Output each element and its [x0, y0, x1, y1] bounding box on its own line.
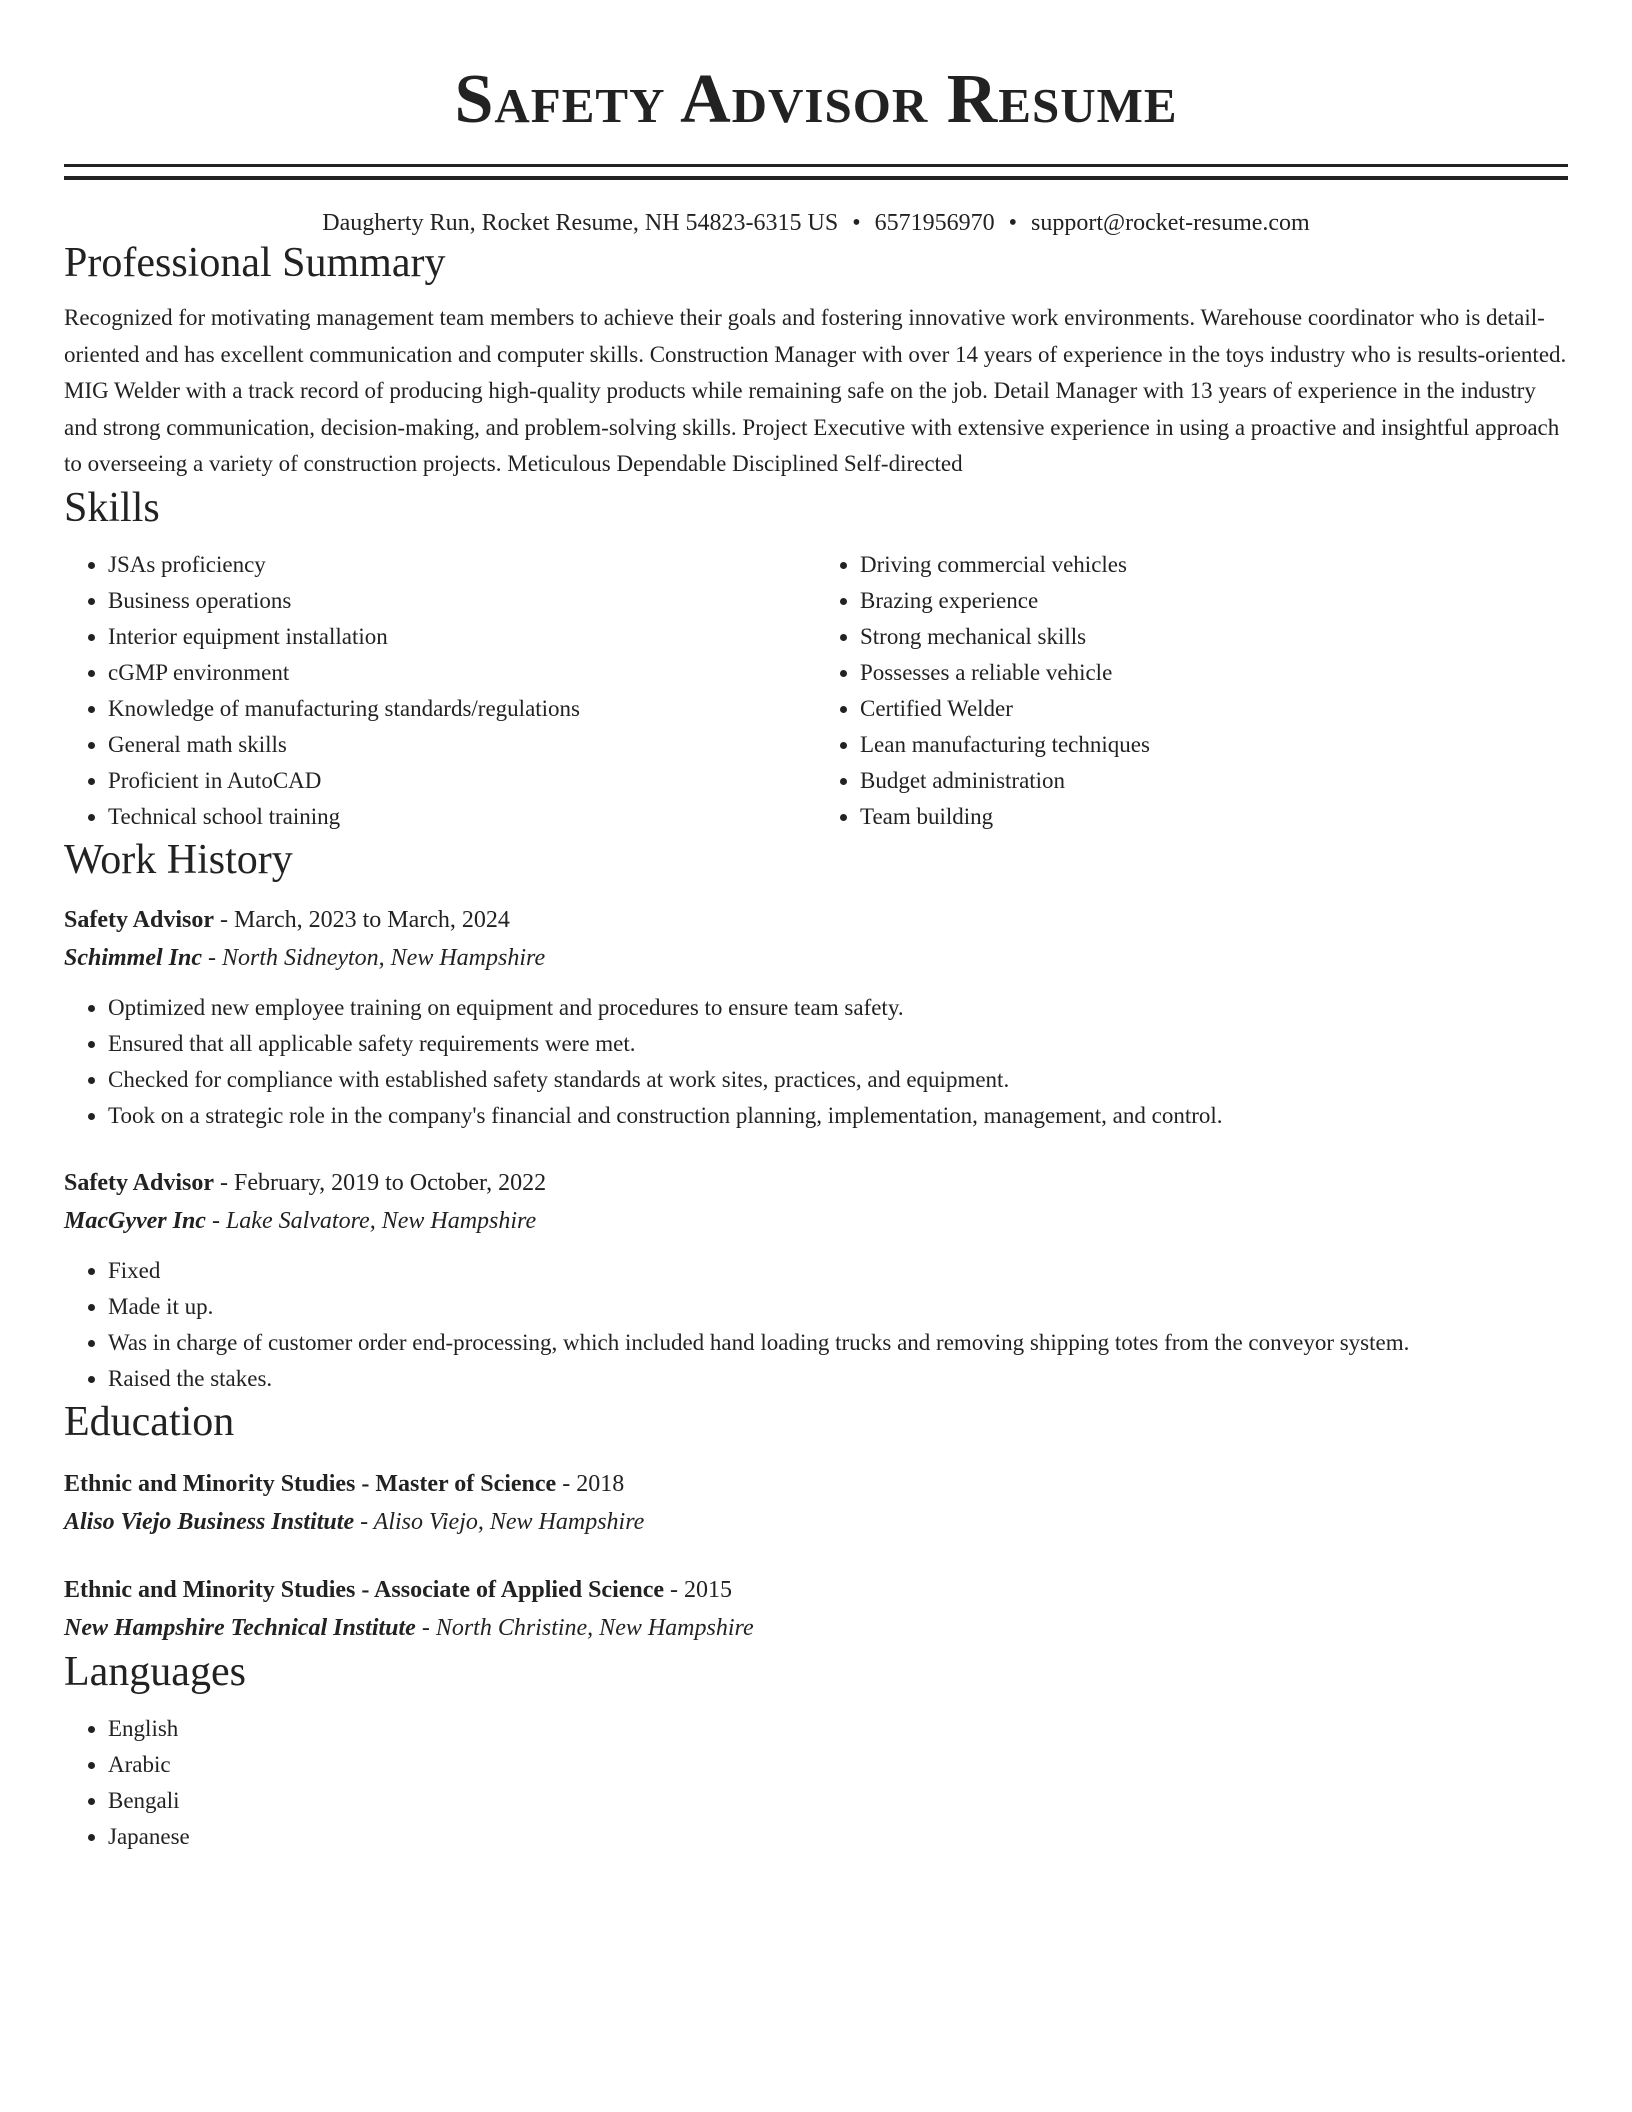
skill-item: • JSAs proficiency: [108, 547, 816, 583]
company-line: [64, 1202, 1568, 1240]
degree-year: - 2018: [556, 1470, 625, 1497]
job-dates: - February, 2019 to October, 2022: [214, 1169, 547, 1196]
skill-item: • Interior equipment installation: [108, 619, 816, 655]
job-bullet: • Raised the stakes.: [108, 1361, 1568, 1397]
skills-grid: [64, 547, 1568, 835]
skill-item: • Team building: [860, 799, 1568, 835]
skill-item: • Strong mechanical skills: [860, 619, 1568, 655]
school-line: [64, 1609, 1568, 1647]
job-bullet: • Was in charge of customer order end-processing, which included hand loading trucks and removing shipping totes from the conveyor system.: [108, 1325, 1568, 1361]
job-title-line: [64, 901, 1568, 939]
contact-separator: •: [852, 210, 861, 236]
job-title-line: [64, 1164, 1568, 1202]
school-name: Aliso Viejo Business Institute: [64, 1508, 355, 1535]
education-entry: [64, 1465, 1568, 1541]
skill-item: • Brazing experience: [860, 583, 1568, 619]
job-bullet: • Took on a strategic role in the company's financial and construction planning, implementation, management, and control.: [108, 1098, 1568, 1134]
languages-list: [64, 1711, 1568, 1855]
summary-text: Recognized for motivating management team members to achieve their goals and fostering innovative work environments. Warehouse coordinator who is detail-oriented and has excellent communication and computer skills. Construction Manager with over 14 years of experience in the toys industry who is results-oriented. MIG Welder with a track record of producing high-quality products while remaining safe on the job. Detail Manager with 13 years of experience in the industry and strong communication, decision-making, and problem-solving skills. Project Executive with extensive experience in using a proactive and insightful approach to overseeing a variety of construction projects. Meticulous Dependable Disciplined Self-directed: [64, 305, 1567, 476]
degree-name: Ethnic and Minority Studies - Associate of Applied Science: [64, 1576, 665, 1603]
skill-item: • Budget administration: [860, 763, 1568, 799]
education-entry: [64, 1571, 1568, 1647]
degree-line: [64, 1465, 1568, 1503]
job-bullet: • Optimized new employee training on equipment and procedures to ensure team safety.: [108, 990, 1568, 1026]
contact-address: Daugherty Run, Rocket Resume, NH 54823-6315 US: [322, 210, 839, 236]
job-bullets: [64, 1253, 1568, 1397]
company-line: [64, 939, 1568, 977]
job-title: Safety Advisor: [64, 906, 214, 933]
language-item: • Japanese: [108, 1819, 1568, 1855]
job-dates: - March, 2023 to March, 2024: [214, 906, 510, 933]
skill-item: • Possesses a reliable vehicle: [860, 655, 1568, 691]
language-item: • English: [108, 1711, 1568, 1747]
skill-item: • Business operations: [108, 583, 816, 619]
company-location: - North Sidneyton, New Hampshire: [202, 944, 546, 971]
job-bullet: • Fixed: [108, 1253, 1568, 1289]
contact-email: support@rocket-resume.com: [1031, 210, 1310, 236]
skills-list-right: [816, 547, 1568, 835]
skills-heading: Skills: [64, 484, 160, 531]
skill-item: • Driving commercial vehicles: [860, 547, 1568, 583]
company-location: - Lake Salvatore, New Hampshire: [205, 1207, 537, 1234]
degree-name: Ethnic and Minority Studies - Master of Science: [64, 1470, 557, 1497]
contact-separator: •: [1008, 210, 1018, 236]
skill-item: • General math skills: [108, 727, 816, 763]
job-bullets: [64, 990, 1568, 1134]
job-bullet: • Ensured that all applicable safety requirements were met.: [108, 1026, 1568, 1062]
school-location: - Aliso Viejo, New Hampshire: [354, 1508, 645, 1535]
resume-title: Safety Advisor Resume: [454, 61, 1178, 138]
title-divider: [64, 164, 1568, 180]
degree-year: - 2015: [664, 1576, 733, 1603]
job-entry: [64, 1164, 1568, 1397]
school-location: - North Christine, New Hampshire: [415, 1614, 754, 1641]
skill-item: • Proficient in AutoCAD: [108, 763, 816, 799]
contact-line: [64, 208, 1568, 238]
skill-item: • Knowledge of manufacturing standards/regulations: [108, 691, 816, 727]
job-entry: [64, 901, 1568, 1134]
skills-list-left: [64, 547, 816, 835]
skill-item: • Certified Welder: [860, 691, 1568, 727]
skill-item: • cGMP environment: [108, 655, 816, 691]
company-name: Schimmel Inc: [64, 944, 203, 971]
skill-item: • Lean manufacturing techniques: [860, 727, 1568, 763]
language-item: • Arabic: [108, 1747, 1568, 1783]
language-item: • Bengali: [108, 1783, 1568, 1819]
school-line: [64, 1503, 1568, 1541]
job-bullet: • Checked for compliance with established safety standards at work sites, practices, and equipment.: [108, 1062, 1568, 1098]
company-name: MacGyver Inc: [64, 1207, 206, 1234]
contact-phone: 6571956970: [874, 210, 995, 236]
summary-heading: Professional Summary: [64, 240, 446, 286]
work-history-heading: Work History: [64, 836, 293, 883]
job-title: Safety Advisor: [64, 1169, 214, 1196]
job-bullet: • Made it up.: [108, 1289, 1568, 1325]
school-name: New Hampshire Technical Institute: [64, 1614, 416, 1641]
skill-item: • Technical school training: [108, 799, 816, 835]
education-heading: Education: [64, 1398, 235, 1445]
degree-line: [64, 1571, 1568, 1609]
languages-heading: Languages: [64, 1648, 246, 1695]
